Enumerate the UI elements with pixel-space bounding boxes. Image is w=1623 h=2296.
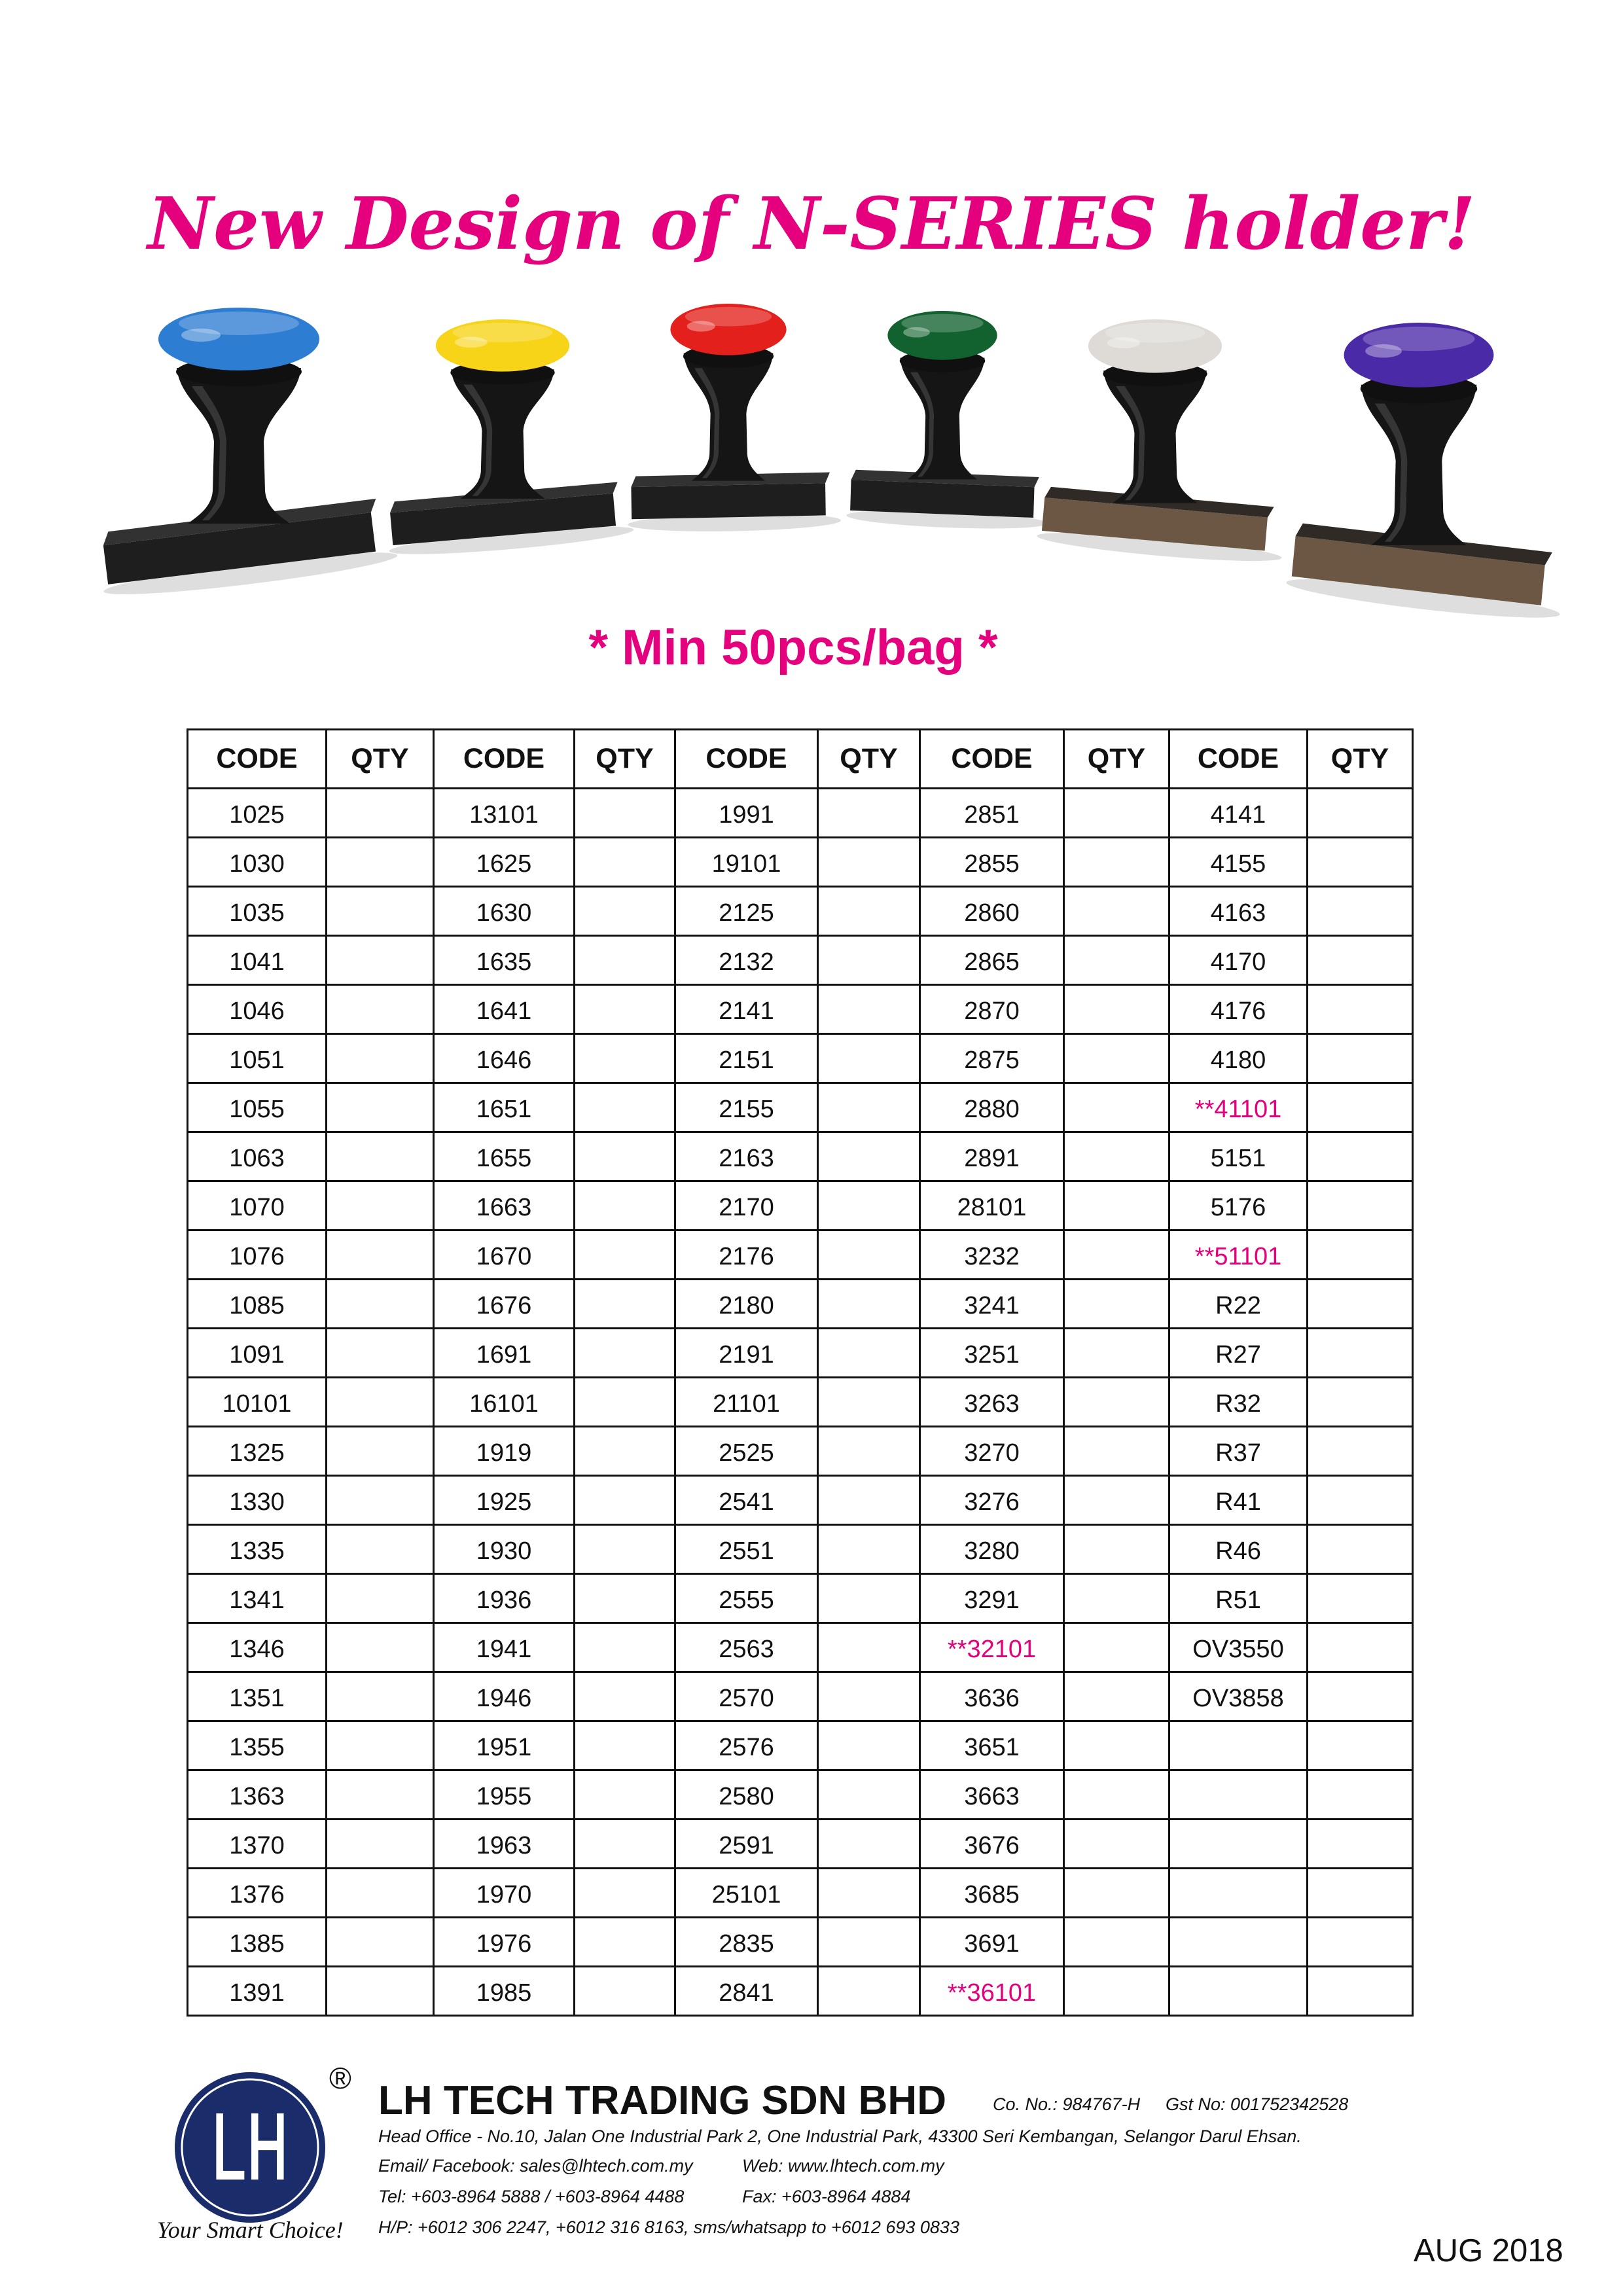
- qty-cell: [1308, 1526, 1414, 1575]
- qty-cell: [575, 1624, 676, 1673]
- qty-cell: [327, 1575, 435, 1624]
- code-cell: R37: [1170, 1427, 1308, 1477]
- gst-number: Gst No: 001752342528: [1166, 2094, 1349, 2114]
- qty-cell: [575, 1526, 676, 1575]
- qty-cell: [1308, 1035, 1414, 1084]
- code-cell: 1385: [188, 1918, 327, 1967]
- qty-cell: [1065, 1133, 1170, 1182]
- lh-logo: [173, 2071, 327, 2224]
- qty-cell: [1065, 888, 1170, 937]
- qty-cell: [1065, 1967, 1170, 2017]
- qty-column-header: QTY: [575, 730, 676, 789]
- code-cell: R32: [1170, 1378, 1308, 1427]
- qty-cell: [575, 888, 676, 937]
- code-cell: 2555: [676, 1575, 819, 1624]
- qty-cell: [1308, 937, 1414, 986]
- code-cell: OV3858: [1170, 1673, 1308, 1722]
- qty-cell: [819, 1378, 921, 1427]
- code-cell: 1046: [188, 986, 327, 1035]
- qty-cell: [327, 789, 435, 838]
- qty-cell: [327, 1427, 435, 1477]
- qty-cell: [575, 1820, 676, 1869]
- qty-cell: [1308, 1133, 1414, 1182]
- qty-cell: [1308, 1575, 1414, 1624]
- qty-cell: [1308, 1477, 1414, 1526]
- code-cell: **51101: [1170, 1231, 1308, 1280]
- stamp-knob-highlight: [181, 329, 221, 342]
- code-cell: 1646: [435, 1035, 575, 1084]
- code-cell: OV3550: [1170, 1624, 1308, 1673]
- code-cell: 1941: [435, 1624, 575, 1673]
- qty-cell: [1065, 1035, 1170, 1084]
- code-cell: 1025: [188, 789, 327, 838]
- document-date: AUG 2018: [1414, 2233, 1563, 2269]
- code-cell: 4163: [1170, 888, 1308, 937]
- code-cell: R27: [1170, 1329, 1308, 1378]
- stamp-knob-highlight: [687, 321, 715, 331]
- code-cell: 1325: [188, 1427, 327, 1477]
- qty-cell: [1065, 1084, 1170, 1133]
- code-cell: 1641: [435, 986, 575, 1035]
- qty-cell: [819, 937, 921, 986]
- qty-cell: [575, 1477, 676, 1526]
- qty-cell: [1065, 1722, 1170, 1771]
- page-title: New Design of N-SERIES holder!: [147, 181, 1476, 266]
- qty-cell: [327, 1967, 435, 2017]
- stamp-holder: [385, 319, 634, 560]
- code-cell: 1363: [188, 1771, 327, 1820]
- code-cell: 2851: [921, 789, 1065, 838]
- code-cell: 1051: [188, 1035, 327, 1084]
- qty-cell: [819, 1133, 921, 1182]
- qty-cell: [819, 1526, 921, 1575]
- qty-cell: [819, 1771, 921, 1820]
- code-cell: 2835: [676, 1918, 819, 1967]
- qty-cell: [327, 1869, 435, 1918]
- qty-cell: [1065, 1477, 1170, 1526]
- qty-cell: [819, 1722, 921, 1771]
- code-cell: 1030: [188, 838, 327, 888]
- qty-cell: [819, 1329, 921, 1378]
- code-cell: 1070: [188, 1182, 327, 1231]
- qty-cell: [1308, 789, 1414, 838]
- qty-cell: [327, 937, 435, 986]
- code-cell: 2580: [676, 1771, 819, 1820]
- qty-cell: [1308, 1820, 1414, 1869]
- qty-cell: [327, 1771, 435, 1820]
- stamp-base-front: [631, 483, 825, 519]
- code-cell: 1970: [435, 1869, 575, 1918]
- code-cell: 1925: [435, 1477, 575, 1526]
- code-cell: 2870: [921, 986, 1065, 1035]
- code-cell: 1355: [188, 1722, 327, 1771]
- code-cell: 1076: [188, 1231, 327, 1280]
- qty-cell: [575, 1967, 676, 2017]
- code-cell: 3232: [921, 1231, 1065, 1280]
- qty-cell: [575, 1182, 676, 1231]
- code-cell: 2125: [676, 888, 819, 937]
- qty-cell: [575, 1673, 676, 1722]
- code-cell: 1930: [435, 1526, 575, 1575]
- qty-cell: [819, 1477, 921, 1526]
- minimum-order-note: * Min 50pcs/bag *: [588, 620, 998, 675]
- qty-cell: [819, 1035, 921, 1084]
- qty-cell: [575, 838, 676, 888]
- code-cell: 2855: [921, 838, 1065, 888]
- code-cell: 4155: [1170, 838, 1308, 888]
- code-cell: **41101: [1170, 1084, 1308, 1133]
- code-cell: 1351: [188, 1673, 327, 1722]
- qty-cell: [1308, 1967, 1414, 2017]
- code-cell: 3691: [921, 1918, 1065, 1967]
- qty-cell: [1308, 838, 1414, 888]
- code-cell: **32101: [921, 1624, 1065, 1673]
- qty-cell: [327, 1231, 435, 1280]
- code-cell: 1630: [435, 888, 575, 937]
- qty-cell: [1065, 986, 1170, 1035]
- qty-cell: [1065, 1182, 1170, 1231]
- code-cell: 3685: [921, 1869, 1065, 1918]
- code-cell: 3651: [921, 1722, 1065, 1771]
- qty-cell: [327, 1329, 435, 1378]
- code-cell: 2875: [921, 1035, 1065, 1084]
- code-cell: 1330: [188, 1477, 327, 1526]
- code-cell: 2525: [676, 1427, 819, 1477]
- qty-cell: [575, 1918, 676, 1967]
- qty-cell: [575, 1329, 676, 1378]
- code-cell: 3663: [921, 1771, 1065, 1820]
- qty-cell: [819, 888, 921, 937]
- code-cell: 1919: [435, 1427, 575, 1477]
- stamp-base-group: [627, 472, 841, 533]
- code-cell: 1635: [435, 937, 575, 986]
- code-cell: 4170: [1170, 937, 1308, 986]
- code-column-header: CODE: [921, 730, 1065, 789]
- code-cell: 1691: [435, 1329, 575, 1378]
- qty-cell: [1308, 1280, 1414, 1329]
- code-cell: [1170, 1967, 1308, 2017]
- qty-cell: [1065, 1526, 1170, 1575]
- qty-cell: [1308, 1918, 1414, 1967]
- qty-cell: [575, 1084, 676, 1133]
- code-cell: 1663: [435, 1182, 575, 1231]
- qty-cell: [575, 789, 676, 838]
- code-cell: 1991: [676, 789, 819, 838]
- telephone-line: Tel: +603-8964 5888 / +603-8964 4488: [378, 2187, 685, 2206]
- qty-cell: [1308, 1624, 1414, 1673]
- code-cell: 2141: [676, 986, 819, 1035]
- code-cell: R51: [1170, 1575, 1308, 1624]
- qty-cell: [575, 1231, 676, 1280]
- qty-cell: [327, 888, 435, 937]
- qty-cell: [327, 1918, 435, 1967]
- qty-cell: [1065, 789, 1170, 838]
- fax-line: Fax: +603-8964 4884: [742, 2187, 911, 2206]
- code-column-header: CODE: [188, 730, 327, 789]
- code-cell: 2891: [921, 1133, 1065, 1182]
- qty-cell: [575, 1427, 676, 1477]
- stamp-knob-highlight: [1107, 337, 1140, 348]
- code-cell: [1170, 1869, 1308, 1918]
- logo-letters: LH: [211, 2090, 289, 2203]
- qty-column-header: QTY: [327, 730, 435, 789]
- stamp-holder: [627, 304, 841, 533]
- code-cell: 5151: [1170, 1133, 1308, 1182]
- code-cell: 1091: [188, 1329, 327, 1378]
- qty-cell: [327, 1624, 435, 1673]
- code-cell: 1335: [188, 1526, 327, 1575]
- code-cell: 2163: [676, 1133, 819, 1182]
- code-column-header: CODE: [676, 730, 819, 789]
- qty-cell: [1065, 1231, 1170, 1280]
- qty-cell: [1065, 1378, 1170, 1427]
- stamp-holder: [1285, 323, 1565, 625]
- code-cell: 4176: [1170, 986, 1308, 1035]
- code-cell: 1041: [188, 937, 327, 986]
- code-cell: 2170: [676, 1182, 819, 1231]
- code-cell: 1676: [435, 1280, 575, 1329]
- code-cell: 16101: [435, 1378, 575, 1427]
- code-cell: 1670: [435, 1231, 575, 1280]
- code-cell: 3251: [921, 1329, 1065, 1378]
- code-cell: 3636: [921, 1673, 1065, 1722]
- code-cell: 21101: [676, 1378, 819, 1427]
- code-cell: 1951: [435, 1722, 575, 1771]
- qty-cell: [819, 838, 921, 888]
- code-cell: 1651: [435, 1084, 575, 1133]
- qty-cell: [575, 1133, 676, 1182]
- code-cell: 10101: [188, 1378, 327, 1427]
- code-cell: 1963: [435, 1820, 575, 1869]
- qty-cell: [575, 1722, 676, 1771]
- code-cell: 2576: [676, 1722, 819, 1771]
- stamp-holder: [96, 308, 399, 602]
- qty-cell: [819, 1869, 921, 1918]
- qty-cell: [1065, 1329, 1170, 1378]
- company-name: LH TECH TRADING SDN BHD: [378, 2078, 946, 2123]
- qty-cell: [1308, 1182, 1414, 1231]
- qty-cell: [1065, 1280, 1170, 1329]
- qty-cell: [1308, 986, 1414, 1035]
- code-cell: 1341: [188, 1575, 327, 1624]
- qty-cell: [1308, 1378, 1414, 1427]
- code-cell: 1085: [188, 1280, 327, 1329]
- code-cell: 1936: [435, 1575, 575, 1624]
- code-cell: 19101: [676, 838, 819, 888]
- qty-cell: [327, 1133, 435, 1182]
- qty-cell: [819, 1820, 921, 1869]
- code-cell: 3280: [921, 1526, 1065, 1575]
- code-cell: 1955: [435, 1771, 575, 1820]
- code-cell: 2591: [676, 1820, 819, 1869]
- qty-cell: [327, 1673, 435, 1722]
- code-column-header: CODE: [1170, 730, 1308, 789]
- qty-cell: [327, 1084, 435, 1133]
- stamp-holder: [1036, 319, 1285, 567]
- qty-cell: [327, 1280, 435, 1329]
- code-cell: 2180: [676, 1280, 819, 1329]
- qty-cell: [819, 1427, 921, 1477]
- qty-cell: [1065, 1918, 1170, 1967]
- qty-cell: [1308, 1084, 1414, 1133]
- code-cell: **36101: [921, 1967, 1065, 2017]
- qty-cell: [1308, 1869, 1414, 1918]
- qty-cell: [1308, 1329, 1414, 1378]
- qty-cell: [819, 1967, 921, 2017]
- code-cell: 1985: [435, 1967, 575, 2017]
- qty-cell: [1065, 937, 1170, 986]
- code-cell: 2865: [921, 937, 1065, 986]
- address-line: Head Office - No.10, Jalan One Industrial Park 2, One Industrial Park, 43300 Seri Kembangan, Selangor Darul Ehsan.: [378, 2126, 1302, 2146]
- code-cell: 2541: [676, 1477, 819, 1526]
- qty-column-header: QTY: [1065, 730, 1170, 789]
- qty-cell: [575, 1280, 676, 1329]
- code-cell: 4180: [1170, 1035, 1308, 1084]
- code-cell: 1976: [435, 1918, 575, 1967]
- qty-cell: [1065, 1624, 1170, 1673]
- qty-cell: [1065, 1771, 1170, 1820]
- code-cell: 1055: [188, 1084, 327, 1133]
- stamp-holders-photo: [0, 262, 1623, 628]
- qty-cell: [575, 1575, 676, 1624]
- qty-cell: [1065, 1869, 1170, 1918]
- qty-cell: [819, 1084, 921, 1133]
- code-cell: [1170, 1820, 1308, 1869]
- code-cell: [1170, 1722, 1308, 1771]
- code-cell: 1370: [188, 1820, 327, 1869]
- mobile-line: H/P: +6012 306 2247, +6012 316 8163, sms/whatsapp to +6012 693 0833: [378, 2217, 959, 2237]
- code-cell: 1391: [188, 1967, 327, 2017]
- qty-cell: [327, 1820, 435, 1869]
- qty-cell: [1065, 1820, 1170, 1869]
- email-line: Email/ Facebook: sales@lhtech.com.my: [378, 2156, 693, 2176]
- web-line: Web: www.lhtech.com.my: [742, 2156, 944, 2176]
- order-table: [187, 728, 1414, 2017]
- code-cell: 1035: [188, 888, 327, 937]
- code-cell: 1655: [435, 1133, 575, 1182]
- stamp-knob-highlight: [455, 337, 488, 348]
- qty-cell: [819, 1280, 921, 1329]
- qty-cell: [819, 789, 921, 838]
- code-cell: 2570: [676, 1673, 819, 1722]
- qty-cell: [819, 1918, 921, 1967]
- registered-mark: ®: [329, 2061, 351, 2095]
- code-cell: 25101: [676, 1869, 819, 1918]
- qty-cell: [1065, 1673, 1170, 1722]
- code-cell: 3676: [921, 1820, 1065, 1869]
- qty-cell: [327, 1477, 435, 1526]
- logo-tagline: Your Smart Choice!: [157, 2217, 344, 2243]
- qty-cell: [327, 1035, 435, 1084]
- qty-cell: [1065, 1427, 1170, 1477]
- code-cell: 2151: [676, 1035, 819, 1084]
- qty-cell: [327, 1378, 435, 1427]
- qty-cell: [1065, 838, 1170, 888]
- code-cell: 28101: [921, 1182, 1065, 1231]
- code-column-header: CODE: [435, 730, 575, 789]
- qty-cell: [1308, 888, 1414, 937]
- qty-cell: [819, 1182, 921, 1231]
- qty-cell: [819, 1575, 921, 1624]
- qty-cell: [327, 838, 435, 888]
- qty-cell: [1308, 1427, 1414, 1477]
- qty-cell: [575, 1771, 676, 1820]
- qty-cell: [575, 1869, 676, 1918]
- qty-cell: [575, 986, 676, 1035]
- code-cell: 2841: [676, 1967, 819, 2017]
- qty-cell: [819, 986, 921, 1035]
- stamp-knob-highlight: [903, 327, 930, 338]
- code-cell: 2191: [676, 1329, 819, 1378]
- stamp-holder: [846, 311, 1049, 531]
- qty-cell: [1308, 1673, 1414, 1722]
- code-cell: 3270: [921, 1427, 1065, 1477]
- qty-cell: [1308, 1231, 1414, 1280]
- code-cell: 1063: [188, 1133, 327, 1182]
- code-cell: 2563: [676, 1624, 819, 1673]
- qty-column-header: QTY: [819, 730, 921, 789]
- code-cell: 2155: [676, 1084, 819, 1133]
- stamp-knob-highlight: [1365, 344, 1402, 358]
- qty-cell: [575, 937, 676, 986]
- code-cell: 4141: [1170, 789, 1308, 838]
- qty-cell: [327, 986, 435, 1035]
- code-cell: 2880: [921, 1084, 1065, 1133]
- code-cell: 1625: [435, 838, 575, 888]
- code-cell: R46: [1170, 1526, 1308, 1575]
- code-cell: 1376: [188, 1869, 327, 1918]
- code-cell: 2132: [676, 937, 819, 986]
- code-cell: 2551: [676, 1526, 819, 1575]
- qty-cell: [327, 1526, 435, 1575]
- code-cell: 13101: [435, 789, 575, 838]
- qty-cell: [819, 1231, 921, 1280]
- qty-cell: [327, 1722, 435, 1771]
- code-cell: 3291: [921, 1575, 1065, 1624]
- qty-cell: [1065, 1575, 1170, 1624]
- qty-cell: [575, 1035, 676, 1084]
- qty-cell: [819, 1624, 921, 1673]
- qty-cell: [327, 1182, 435, 1231]
- code-cell: 3276: [921, 1477, 1065, 1526]
- qty-cell: [575, 1378, 676, 1427]
- company-registration-number: Co. No.: 984767-H: [993, 2094, 1141, 2114]
- qty-cell: [819, 1673, 921, 1722]
- code-cell: 2860: [921, 888, 1065, 937]
- qty-column-header: QTY: [1308, 730, 1414, 789]
- code-cell: 3263: [921, 1378, 1065, 1427]
- code-cell: 5176: [1170, 1182, 1308, 1231]
- code-cell: 2176: [676, 1231, 819, 1280]
- qty-cell: [1308, 1771, 1414, 1820]
- qty-cell: [1308, 1722, 1414, 1771]
- code-cell: R22: [1170, 1280, 1308, 1329]
- code-cell: 1346: [188, 1624, 327, 1673]
- code-cell: [1170, 1771, 1308, 1820]
- logo-letters-group: [211, 2091, 288, 2202]
- code-cell: R41: [1170, 1477, 1308, 1526]
- code-cell: 3241: [921, 1280, 1065, 1329]
- code-cell: [1170, 1918, 1308, 1967]
- code-cell: 1946: [435, 1673, 575, 1722]
